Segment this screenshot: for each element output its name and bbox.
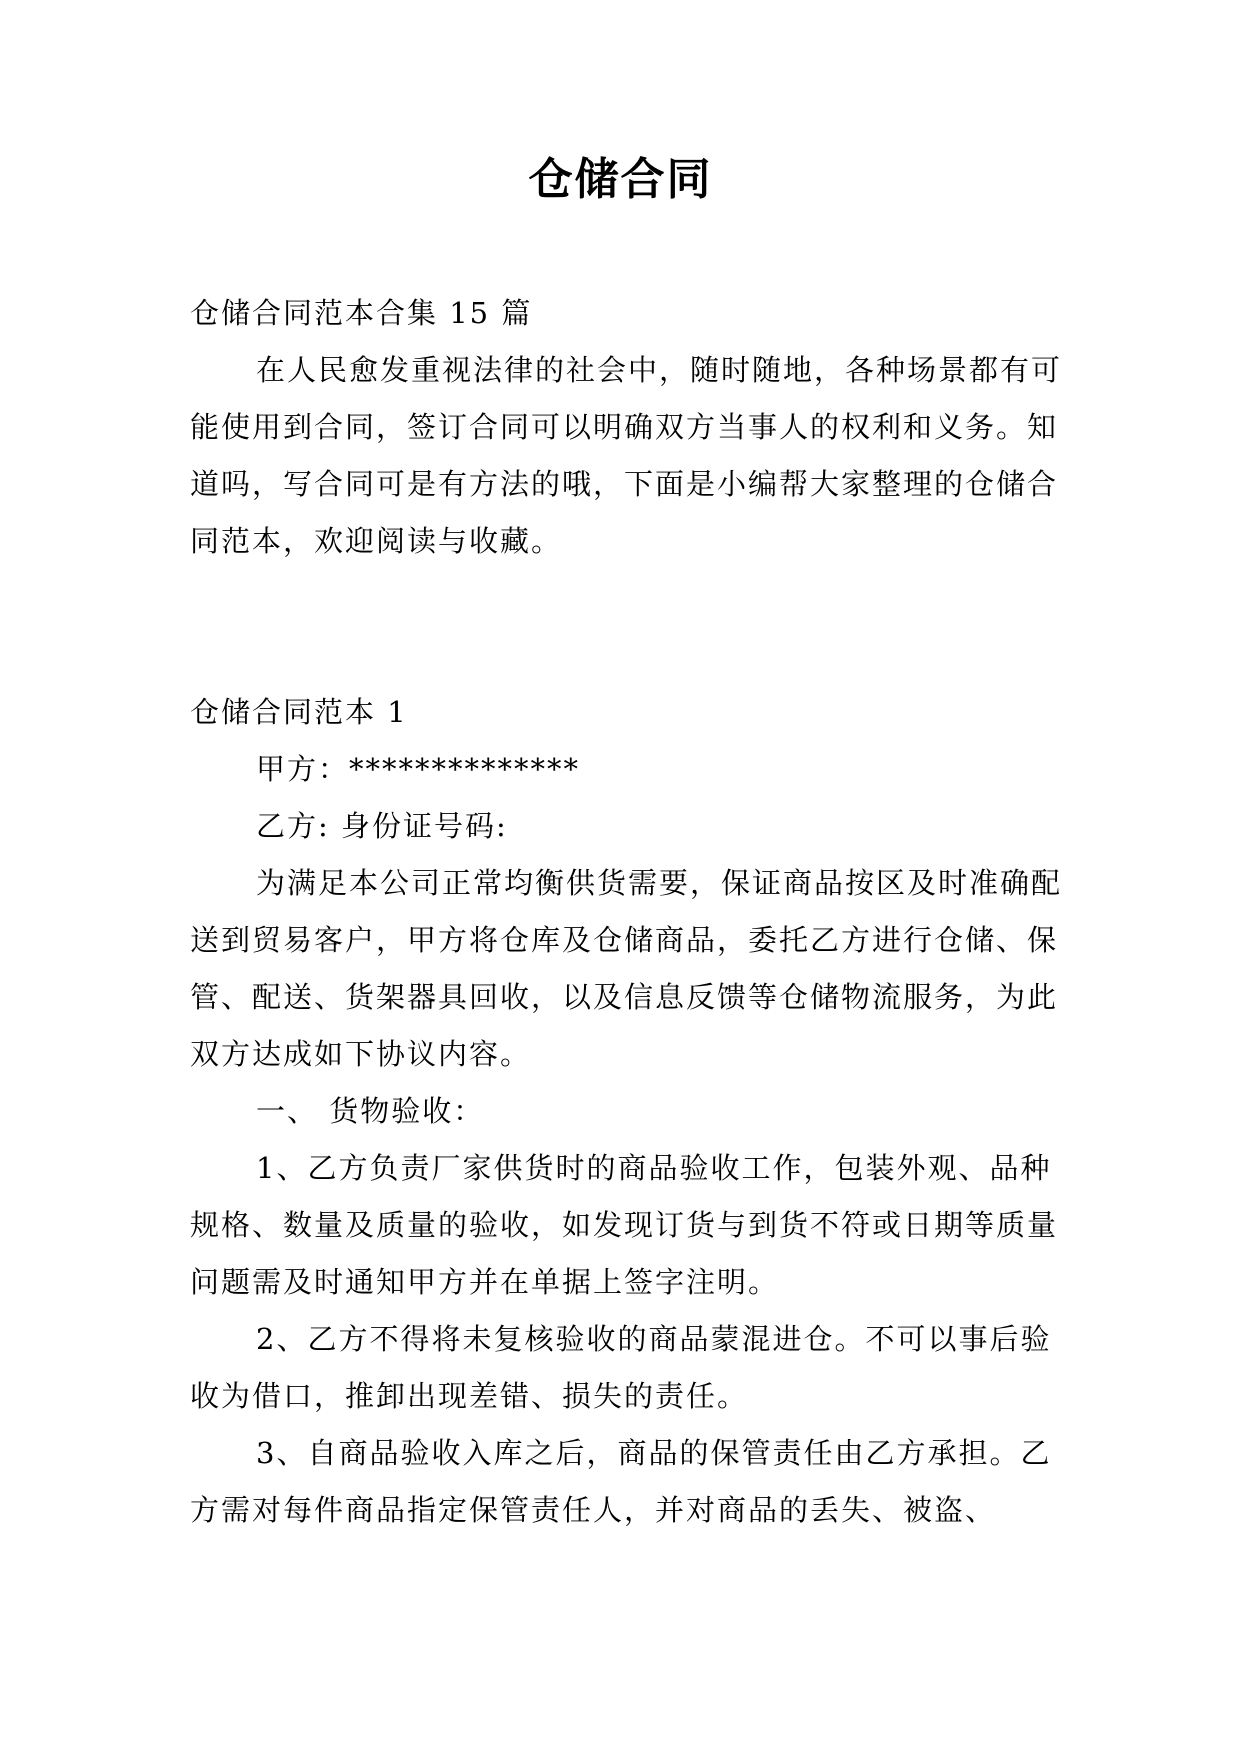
section-heading: 仓储合同范本 1 bbox=[190, 695, 408, 729]
intro-paragraph: 在人民愈发重视法律的社会中，随时随地，各种场景都有可能使用到合同，签订合同可以明确双方当事人的权利和义务。知道吗，写合同可是有方法的哦，下面是小编帮大家整理的仓储合同范本，欢迎阅读与收藏。 bbox=[190, 353, 1063, 558]
clause-paragraph: 1、乙方负责厂家供货时的商品验收工作，包装外观、品种规格、数量及质量的验收，如发现订货与到货不符或日期等质量问题需及时通知甲方并在单据上签字注明。 bbox=[190, 1151, 1059, 1299]
clause-paragraph: 2、乙方不得将未复核验收的商品蒙混进仓。不可以事后验收为借口，推卸出现差错、损失的责任。 bbox=[190, 1322, 1052, 1413]
document-body bbox=[190, 285, 1070, 1539]
party-a-line: 甲方：************** bbox=[256, 752, 581, 786]
clause-paragraph: 3、自商品验收入库之后，商品的保管责任由乙方承担。乙方需对每件商品指定保管责任人，并对商品的丢失、被盗、 bbox=[190, 1436, 1052, 1527]
section-spacer bbox=[190, 570, 1070, 684]
clause-heading: 一、 货物验收： bbox=[256, 1094, 485, 1128]
party-b-line: 乙方: 身份证号码: bbox=[256, 809, 508, 843]
document-title: 仓储合同 bbox=[528, 154, 713, 205]
document-subtitle: 仓储合同范本合集 15 篇 bbox=[190, 296, 533, 330]
purpose-paragraph: 为满足本公司正常均衡供货需要，保证商品按区及时准确配送到贸易客户，甲方将仓库及仓储商品，委托乙方进行仓储、保管、配送、货架器具回收，以及信息反馈等仓储物流服务，为此双方达成如下协议内容。 bbox=[190, 866, 1063, 1071]
